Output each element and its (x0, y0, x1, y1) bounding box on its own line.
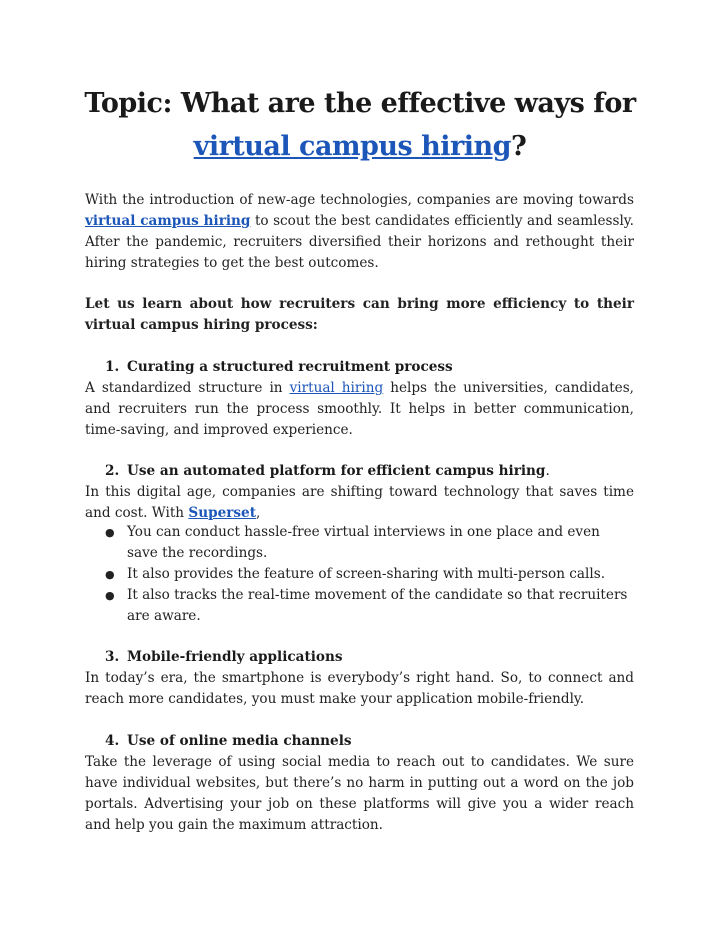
section-2-title-suffix: . (545, 463, 550, 479)
section-3-heading (105, 647, 645, 668)
section-4-heading (105, 731, 645, 752)
section-2-paragraph (85, 482, 634, 524)
list-item (85, 522, 634, 564)
intro-paragraph (85, 190, 634, 274)
bullet-icon: ● (105, 526, 115, 539)
list-item (85, 585, 634, 627)
section-4-paragraph: Take the leverage of using social media to reach out to candidates. We sure have individual websites, but there’s no harm in putting out a word on the job portals. Advertising your job on these platforms will give you a wider reach and help you gain the maximum attraction. (85, 754, 634, 833)
page-title-line1: Topic: What are the effective ways for (84, 88, 636, 119)
section-4-number: 4. (105, 733, 120, 749)
section-2-bullet-list (85, 522, 634, 627)
bullet-text: It also provides the feature of screen-sharing with multi-person calls. (127, 566, 606, 582)
page-title-line2 (60, 125, 660, 169)
section-1-text-before: A standardized structure in (85, 380, 283, 396)
section-2-number: 2. (105, 463, 120, 479)
section-3-paragraph: In today’s era, the smartphone is everybody’s right hand. So, to connect and reach more candidates, you must make your application mobile-friendly. (85, 670, 634, 707)
intro-text-after: to scout the best candidates efficiently and seamlessly. After the pandemic, recruiters diversified their horizons and rethought their hiring strategies to get the best outcomes. (85, 213, 634, 271)
superset-link[interactable]: Superset (188, 505, 256, 521)
title-suffix: ? (511, 131, 527, 162)
bullet-text: You can conduct hassle-free virtual interviews in one place and even save the recordings. (127, 524, 600, 561)
intro-text-before: With the introduction of new-age technologies, companies are moving towards (85, 192, 634, 208)
section-3-number: 3. (105, 649, 120, 665)
section-2-text-before: In this digital age, companies are shifting toward technology that saves time and cost. With (85, 484, 634, 521)
section-1-paragraph (85, 378, 634, 441)
bullet-icon: ● (105, 568, 115, 581)
section-2-title: Use an automated platform for efficient campus hiring (127, 463, 546, 479)
section-1-title: Curating a structured recruitment process (127, 359, 453, 375)
section-2-text-after: , (256, 505, 261, 521)
intro-virtual-campus-hiring-link[interactable]: virtual campus hiring (85, 213, 251, 229)
section-1-text-after: helps the universities, candidates, and recruiters run the process smoothly. It helps in better communication, time-saving, and improved experience. (85, 380, 634, 438)
list-item (85, 564, 634, 585)
bullet-icon: ● (105, 589, 115, 602)
section-1-heading (105, 357, 645, 378)
section-4-title: Use of online media channels (127, 733, 352, 749)
section-3-title: Mobile-friendly applications (127, 649, 343, 665)
bullet-text: It also tracks the real-time movement of the candidate so that recruiters are aware. (127, 587, 628, 624)
section-1-number: 1. (105, 359, 120, 375)
page-title (60, 82, 660, 126)
title-virtual-campus-hiring-link[interactable]: virtual campus hiring (193, 131, 512, 162)
lead-paragraph: Let us learn about how recruiters can bring more efficiency to their virtual campus hiring process: (85, 296, 634, 333)
section-2-heading (105, 461, 645, 482)
virtual-hiring-link[interactable]: virtual hiring (289, 380, 384, 396)
